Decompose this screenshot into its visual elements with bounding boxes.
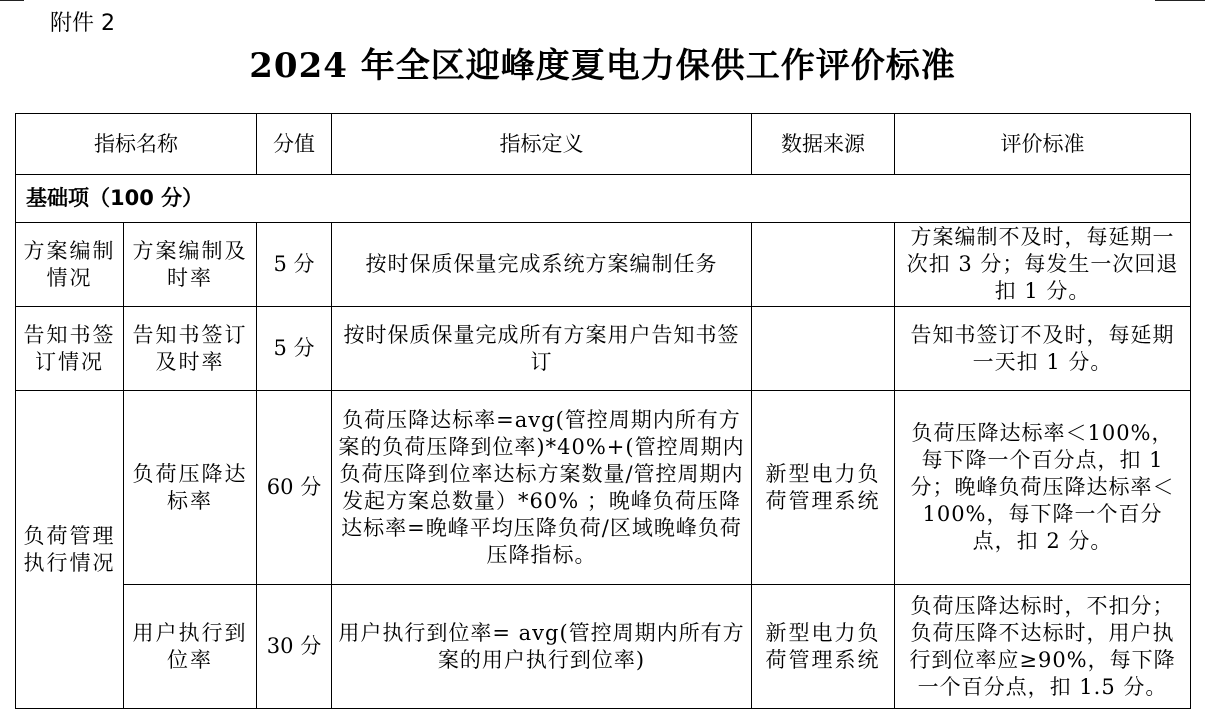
header-indicator-name: 指标名称 (16, 114, 257, 175)
row-data-source (752, 223, 895, 307)
row-indicator-name: 方案编制及时率 (124, 223, 257, 307)
corner-mark-left (0, 0, 24, 1)
attachment-label: 附件 2 (50, 11, 115, 36)
row-indicator-name: 告知书签订及时率 (124, 307, 257, 391)
row-score: 5 分 (257, 307, 332, 391)
row-definition: 按时保质保量完成系统方案编制任务 (332, 223, 752, 307)
table-row (16, 391, 1191, 585)
section-title: 基础项（100 分） (16, 175, 1191, 223)
row-score: 30 分 (257, 585, 332, 709)
page-title: 2024 年全区迎峰度夏电力保供工作评价标准 (249, 46, 956, 86)
table-row (16, 585, 1191, 709)
row-definition: 按时保质保量完成所有方案用户告知书签订 (332, 307, 752, 391)
row-definition: 负荷压降达标率=avg(管控周期内所有方案的负荷压降到位率)*40%+(管控周期内负荷压降到位率达标方案数量/管控周期内发起方案总数量）*60% ；晚峰负荷压降达标率=晚峰平均压降负荷/区域晚峰负荷压降指标。 (332, 391, 752, 585)
table-header-row (16, 114, 1191, 175)
evaluation-table (15, 113, 1191, 709)
row-data-source: 新型电力负荷管理系统 (752, 391, 895, 585)
row-category: 告知书签订情况 (16, 307, 124, 391)
row-data-source: 新型电力负荷管理系统 (752, 585, 895, 709)
row-standard: 方案编制不及时，每延期一次扣 3 分；每发生一次回退扣 1 分。 (895, 223, 1191, 307)
row-category: 负荷管理执行情况 (16, 391, 124, 709)
row-category: 方案编制情况 (16, 223, 124, 307)
row-standard: 负荷压降达标时，不扣分；负荷压降不达标时，用户执行到位率应≥90%，每下降一个百分点，扣 1.5 分。 (895, 585, 1191, 709)
header-definition: 指标定义 (332, 114, 752, 175)
table-row (16, 307, 1191, 391)
row-indicator-name: 用户执行到位率 (124, 585, 257, 709)
header-score: 分值 (257, 114, 332, 175)
header-standard: 评价标准 (895, 114, 1191, 175)
header-data-source: 数据来源 (752, 114, 895, 175)
row-indicator-name: 负荷压降达标率 (124, 391, 257, 585)
table-row (16, 223, 1191, 307)
row-score: 5 分 (257, 223, 332, 307)
row-standard: 负荷压降达标率＜100%，每下降一个百分点，扣 1 分；晚峰负荷压降达标率＜100%，每下降一个百分点，扣 2 分。 (895, 391, 1191, 585)
row-definition: 用户执行到位率= avg(管控周期内所有方案的用户执行到位率) (332, 585, 752, 709)
row-data-source (752, 307, 895, 391)
row-standard: 告知书签订不及时，每延期一天扣 1 分。 (895, 307, 1191, 391)
corner-mark-right (1155, 0, 1205, 1)
section-row (16, 175, 1191, 223)
row-score: 60 分 (257, 391, 332, 585)
